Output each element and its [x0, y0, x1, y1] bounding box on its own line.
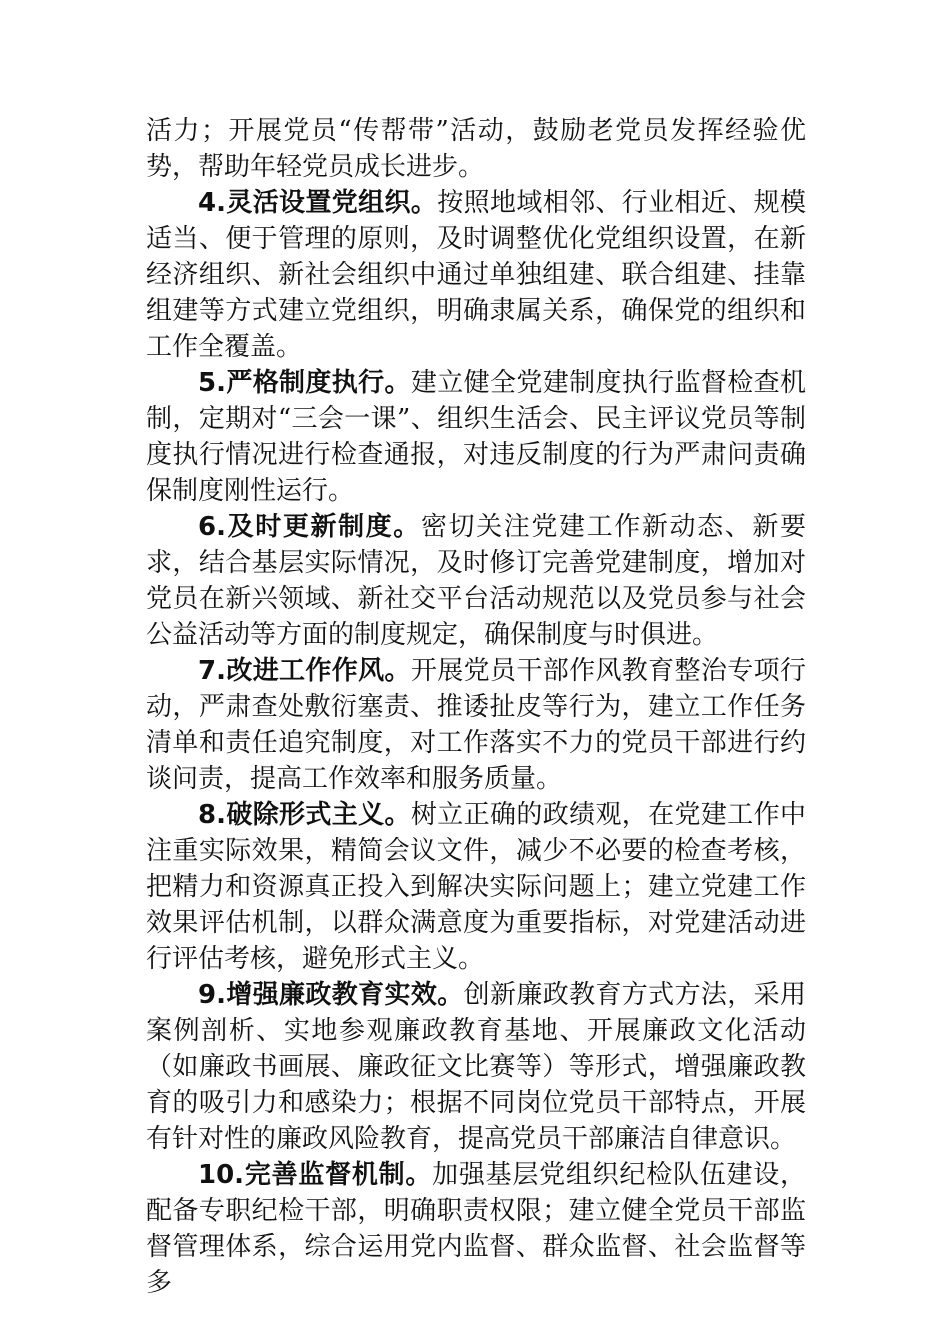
paragraph-item-8: [146, 797, 806, 977]
paragraph-heading: 9.增强廉政教育实效。: [198, 980, 464, 1010]
paragraph-heading: 10.完善监督机制。: [198, 1160, 433, 1190]
paragraph-text: 创新廉政教育方式方法，采用案例剖析、实地参观廉政教育基地、开展廉政文化活动（如廉政书画展、廉政征文比赛等）等形式，增强廉政教育的吸引力和感染力；根据不同岗位党员干部特点，开展有针对性的廉政风险教育，提高党员干部廉洁自律意识。: [146, 980, 806, 1154]
paragraph-text: 开展党员干部作风教育整治专项行动，严肃查处敷衍塞责、推诿扯皮等行为，建立工作任务清单和责任追究制度，对工作落实不力的党员干部进行约谈问责，提高工作效率和服务质量。: [146, 656, 806, 794]
paragraph-text: 加强基层党组织纪检队伍建设，配备专职纪检干部，明确职责权限；建立健全党员干部监督管理体系，综合运用党内监督、群众监督、社会监督等多: [146, 1160, 806, 1298]
paragraph-text: 树立正确的政绩观，在党建工作中注重实际效果，精简会议文件，减少不必要的检查考核，把精力和资源真正投入到解决实际问题上；建立党建工作效果评估机制，以群众满意度为重要指标，对党建活动进行评估考核，避免形式主义。: [146, 800, 806, 974]
paragraph-heading: 6.及时更新制度。: [198, 512, 421, 542]
paragraph-item-9: [146, 977, 806, 1157]
paragraph-text: 建立健全党建制度执行监督检查机制，定期对“三会一课”、组织生活会、民主评议党员等制度执行情况进行检查通报，对违反制度的行为严肃问责确保制度刚性运行。: [146, 368, 806, 506]
paragraph-text: 密切关注党建工作新动态、新要求，结合基层实际情况，及时修订完善党建制度，增加对党员在新兴领域、新社交平台活动规范以及党员参与社会公益活动等方面的制度规定，确保制度与时俱进。: [146, 512, 806, 650]
paragraph-item-5: [146, 365, 806, 509]
paragraph-text: 按照地域相邻、行业相近、规模适当、便于管理的原则，及时调整优化党组织设置，在新经济组织、新社会组织中通过单独组建、联合组建、挂靠组建等方式建立党组织，明确隶属关系，确保党的组织和工作全覆盖。: [146, 188, 806, 362]
document-page: [146, 113, 806, 1301]
paragraph-item-4: [146, 185, 806, 365]
paragraph-item-10: [146, 1157, 806, 1301]
paragraph-continuation: [146, 113, 806, 185]
paragraph-heading: 4.灵活设置党组织。: [198, 188, 438, 218]
paragraph-heading: 8.破除形式主义。: [198, 800, 411, 830]
paragraph-text: 活力；开展党员“传帮带”活动，鼓励老党员发挥经验优势，帮助年轻党员成长进步。: [146, 116, 806, 182]
paragraph-item-6: [146, 509, 806, 653]
paragraph-item-7: [146, 653, 806, 797]
paragraph-heading: 5.严格制度执行。: [198, 368, 411, 398]
paragraph-heading: 7.改进工作作风。: [198, 656, 411, 686]
